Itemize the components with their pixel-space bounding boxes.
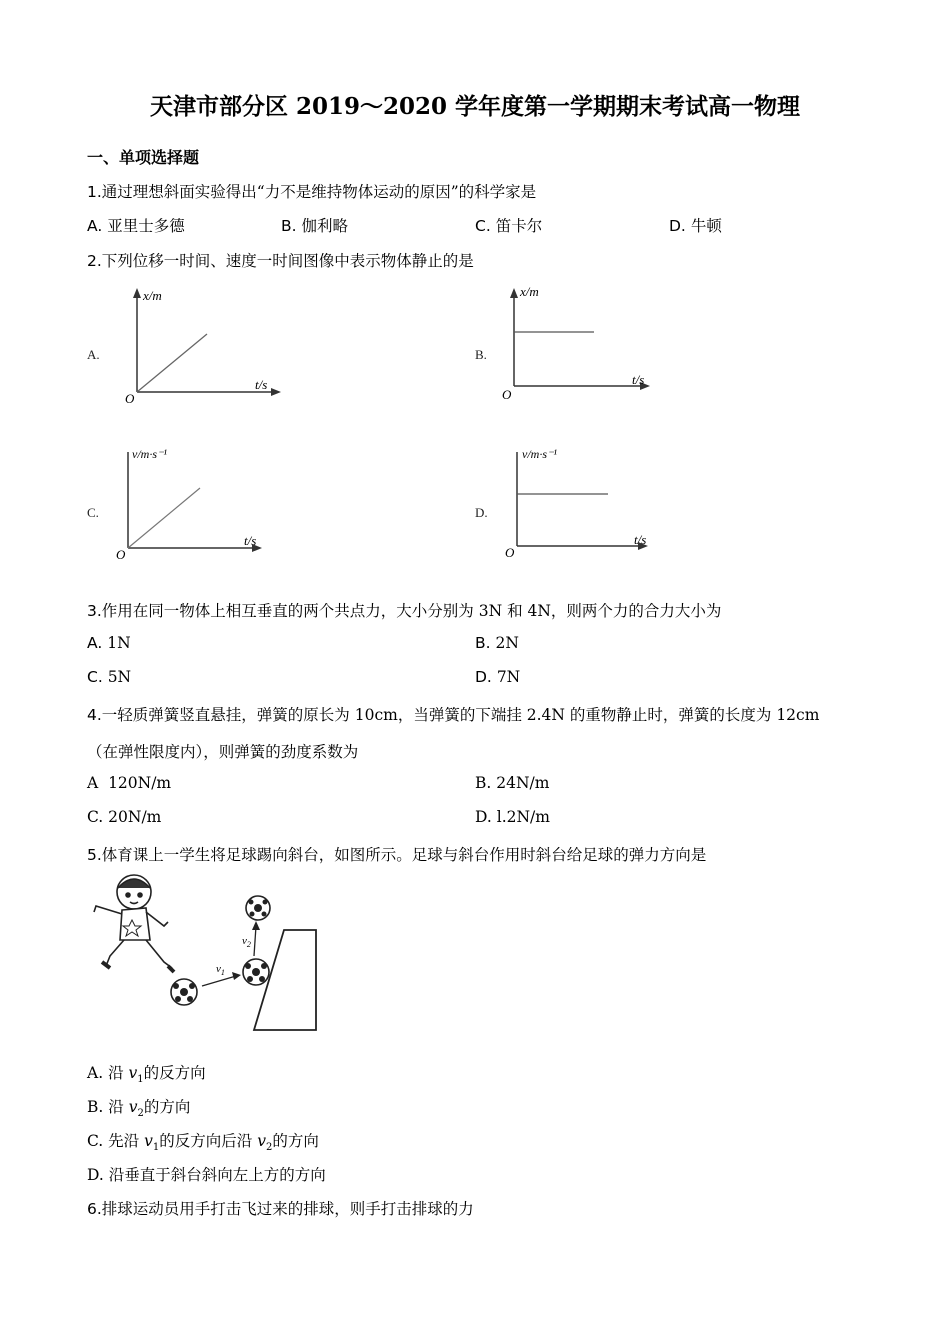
option-letter: A: [87, 774, 99, 792]
graph-b-label[interactable]: B.: [475, 347, 487, 362]
q4-option-d[interactable]: [475, 808, 550, 826]
graph-a: [115, 282, 285, 407]
section-heading: 一、单项选择题: [87, 148, 200, 167]
option-text: 5N: [107, 668, 132, 686]
v1-arrow: [202, 976, 236, 986]
v2-label: $v_2$: [242, 935, 251, 949]
option-text: 7N: [496, 668, 521, 686]
y-label: x/m: [143, 288, 162, 303]
option-letter: C.: [87, 808, 104, 826]
q3-option-c[interactable]: [87, 668, 131, 686]
question-text: 作用在同一物体上相互垂直的两个共点力，大小分别为 3N 和 4N，则两个力的合力大小为: [101, 602, 722, 620]
option-text: 2N: [495, 634, 519, 652]
q1-option-a[interactable]: [87, 214, 185, 236]
q4-option-c[interactable]: [87, 808, 161, 826]
question-number: 4.: [87, 706, 102, 724]
v1-label: $v_1$: [216, 963, 225, 977]
option-text: l.2N/m: [496, 808, 550, 826]
question-3: [87, 599, 721, 621]
question-number: 2.: [87, 252, 102, 270]
option-letter: B.: [87, 1098, 104, 1116]
q3-option-b[interactable]: [475, 634, 519, 652]
graph-c: [112, 442, 282, 567]
q3-option-a[interactable]: [87, 634, 131, 652]
origin-label: O: [502, 387, 512, 402]
origin-label: O: [125, 391, 135, 406]
option-letter: D.: [475, 668, 492, 686]
y-label: v/m·s⁻¹: [522, 447, 557, 461]
kid-illustration: [94, 875, 174, 972]
origin-label: O: [505, 545, 515, 560]
origin-label: O: [116, 547, 126, 562]
question-6: [87, 1197, 474, 1219]
option-text: 120N/m: [108, 774, 172, 792]
q3-option-d[interactable]: [475, 668, 520, 686]
question-text: 下列位移一时间、速度一时间图像中表示物体静止的是: [101, 252, 474, 270]
soccer-figure: [88, 868, 338, 1038]
v2-arrow: [254, 926, 256, 956]
option-letter: A.: [87, 217, 103, 235]
question-number: 3.: [87, 602, 102, 620]
q4-option-b[interactable]: [475, 774, 549, 792]
question-number: 5.: [87, 846, 102, 864]
x-label: t/s: [634, 532, 647, 547]
q5-option-b[interactable]: B. 沿 $v_2$的方向: [87, 1098, 191, 1120]
x-label: t/s: [255, 377, 268, 392]
ball-impact: [243, 959, 269, 985]
x-label: t/s: [244, 533, 257, 548]
graph-a-label[interactable]: A.: [87, 347, 100, 362]
q4-option-a[interactable]: [87, 774, 171, 792]
option-text: 沿垂直于斜台斜向左上方的方向: [108, 1166, 326, 1184]
question-text: 一轻质弹簧竖直悬挂，弹簧的原长为 10cm，当弹簧的下端挂 2.4N 的重物静止时，弹簧的长度为 12cm: [101, 706, 820, 724]
y-arrow: [510, 288, 518, 298]
q1-option-c[interactable]: [475, 214, 542, 236]
option-letter: D.: [669, 217, 686, 235]
q5-option-a[interactable]: A. 沿 $v_1$的反方向: [87, 1064, 206, 1086]
option-letter: B.: [475, 634, 491, 652]
ball-start: [171, 979, 197, 1005]
option-text: 牛顿: [690, 217, 722, 235]
x-arrow: [271, 388, 281, 396]
graph-c-label[interactable]: C.: [87, 505, 99, 520]
q5-option-c[interactable]: C. 先沿 $v_1$的反方向后沿 $v_2$的方向: [87, 1132, 319, 1154]
q5-option-d[interactable]: [87, 1163, 326, 1185]
option-text: 1N: [107, 634, 131, 652]
page-title: 天津市部分区 2019～2020 学年度第一学期期末考试高一物理: [149, 93, 801, 120]
question-5: [87, 843, 706, 865]
x-label: t/s: [632, 372, 645, 387]
question-4: [87, 703, 819, 725]
question-1: [87, 180, 536, 202]
question-text: 体育课上一学生将足球踢向斜台，如图所示。足球与斜台作用时斜台给足球的弹力方向是: [101, 846, 707, 864]
option-letter: D.: [87, 1166, 104, 1184]
graph-d: [502, 442, 672, 567]
graph-line: [137, 334, 207, 392]
question-text: 排球运动员用手打击飞过来的排球，则手打击排球的力: [101, 1200, 474, 1218]
option-text: 亚里士多德: [107, 217, 185, 235]
graph-b: [500, 282, 670, 407]
option-letter: B.: [281, 217, 297, 235]
question-number: 6.: [87, 1200, 102, 1218]
ball-rebound: [246, 896, 270, 920]
graph-d-label[interactable]: D.: [475, 505, 488, 520]
option-text: 24N/m: [496, 774, 550, 792]
option-text: 伽利略: [301, 217, 349, 235]
option-text: 20N/m: [108, 808, 162, 826]
q1-option-d[interactable]: [669, 214, 722, 236]
q1-option-b[interactable]: [281, 214, 348, 236]
graph-line: [128, 488, 200, 548]
y-label: v/m·s⁻¹: [132, 447, 167, 461]
question-4-cont: （在弹性限度内），则弹簧的劲度系数为: [87, 743, 359, 761]
option-letter: C.: [87, 668, 103, 686]
option-letter: A.: [87, 1064, 104, 1082]
option-letter: C.: [87, 1132, 104, 1150]
question-2: [87, 249, 474, 271]
y-label: x/m: [520, 284, 539, 299]
y-arrow: [133, 288, 141, 298]
question-number: 1.: [87, 183, 102, 201]
option-letter: C.: [475, 217, 491, 235]
question-text: 通过理想斜面实验得出“力不是维持物体运动的原因”的科学家是: [101, 183, 537, 201]
option-text: 笛卡尔: [495, 217, 543, 235]
option-letter: D.: [475, 808, 492, 826]
option-letter: A.: [87, 634, 103, 652]
option-letter: B.: [475, 774, 492, 792]
